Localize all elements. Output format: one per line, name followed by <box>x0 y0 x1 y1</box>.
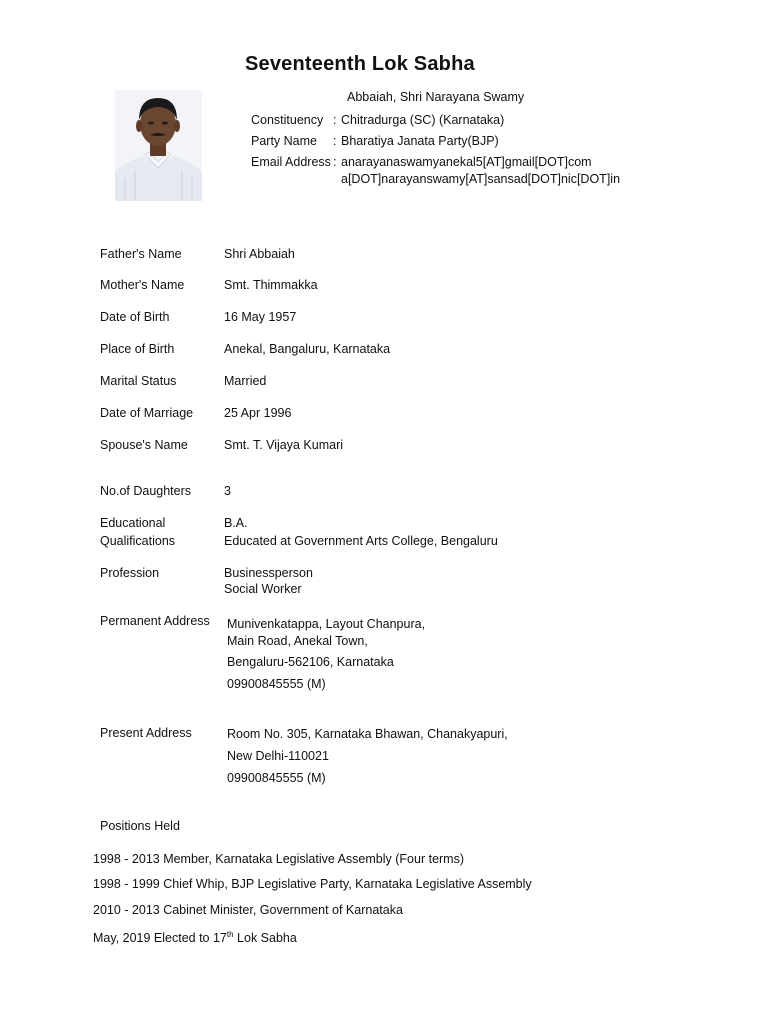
colon-separator: : <box>333 155 337 169</box>
position-item: 1998 - 1999 Chief Whip, BJP Legislative Party, Karnataka Legislative Assembly <box>93 877 532 891</box>
permanent-address-line: Munivenkatappa, Layout Chanpura, <box>227 617 426 631</box>
dob-label: Date of Birth <box>100 310 170 324</box>
party-value: Bharatiya Janata Party(BJP) <box>341 134 499 148</box>
positions-heading: Positions Held <box>100 819 180 833</box>
member-photo <box>115 90 202 201</box>
position-latest-prefix: May, 2019 Elected to 17 <box>93 931 227 946</box>
permanent-address-label: Permanent Address <box>100 614 210 628</box>
email-value-1: anarayanaswamyanekal5[AT]gmail[DOT]com <box>341 155 592 169</box>
constituency-label: Constituency <box>251 113 324 127</box>
pob-value: Anekal, Bangaluru, Karnataka <box>224 342 391 356</box>
member-name: Abbaiah, Shri Narayana Swamy <box>347 90 525 104</box>
education-label-line2: Qualifications <box>100 534 176 548</box>
position-latest-suffix: Lok Sabha <box>233 931 297 946</box>
marriage-date-value: 25 Apr 1996 <box>224 406 292 420</box>
present-address-line: Room No. 305, Karnataka Bhawan, Chanakyapuri, <box>227 727 508 741</box>
marital-status-value: Married <box>224 374 267 388</box>
party-label: Party Name <box>251 134 317 148</box>
position-item: 1998 - 2013 Member, Karnataka Legislative Assembly (Four terms) <box>93 852 465 866</box>
colon-separator: : <box>333 134 337 148</box>
pob-label: Place of Birth <box>100 342 175 356</box>
portrait-icon <box>115 90 202 201</box>
page-title: Seventeenth Lok Sabha <box>245 53 475 75</box>
education-value-line1: B.A. <box>224 516 248 530</box>
daughters-label: No.of Daughters <box>100 484 192 498</box>
education-value-line2: Educated at Government Arts College, Bengaluru <box>224 534 498 548</box>
profession-label: Profession <box>100 566 160 580</box>
father-label: Father's Name <box>100 247 182 261</box>
position-item: 2010 - 2013 Cabinet Minister, Government of Karnataka <box>93 903 403 917</box>
mother-label: Mother's Name <box>100 278 185 292</box>
present-address-label: Present Address <box>100 726 192 740</box>
position-item-latest <box>93 927 297 946</box>
marriage-date-label: Date of Marriage <box>100 406 194 420</box>
profession-value-line2: Social Worker <box>224 582 302 596</box>
permanent-address-phone: 09900845555 (M) <box>227 677 326 691</box>
colon-separator: : <box>333 113 337 127</box>
father-value: Shri Abbaiah <box>224 247 295 261</box>
email-label: Email Address <box>251 155 331 169</box>
constituency-value: Chitradurga (SC) (Karnataka) <box>341 113 505 127</box>
spouse-value: Smt. T. Vijaya Kumari <box>224 438 344 452</box>
spouse-label: Spouse's Name <box>100 438 188 452</box>
profession-value-line1: Businessperson <box>224 566 313 580</box>
email-value-2: a[DOT]narayanswamy[AT]sansad[DOT]nic[DOT]in <box>341 172 621 186</box>
present-address-phone: 09900845555 (M) <box>227 771 326 785</box>
daughters-value: 3 <box>224 484 231 498</box>
mother-value: Smt. Thimmakka <box>224 278 318 292</box>
present-address-line: New Delhi-110021 <box>227 749 329 763</box>
marital-status-label: Marital Status <box>100 374 177 388</box>
permanent-address-line: Main Road, Anekal Town, <box>227 634 368 648</box>
ordinal-suffix: th <box>226 930 234 939</box>
permanent-address-line: Bengaluru-562106, Karnataka <box>227 655 394 669</box>
dob-value: 16 May 1957 <box>224 310 297 324</box>
education-label-line1: Educational <box>100 516 166 530</box>
